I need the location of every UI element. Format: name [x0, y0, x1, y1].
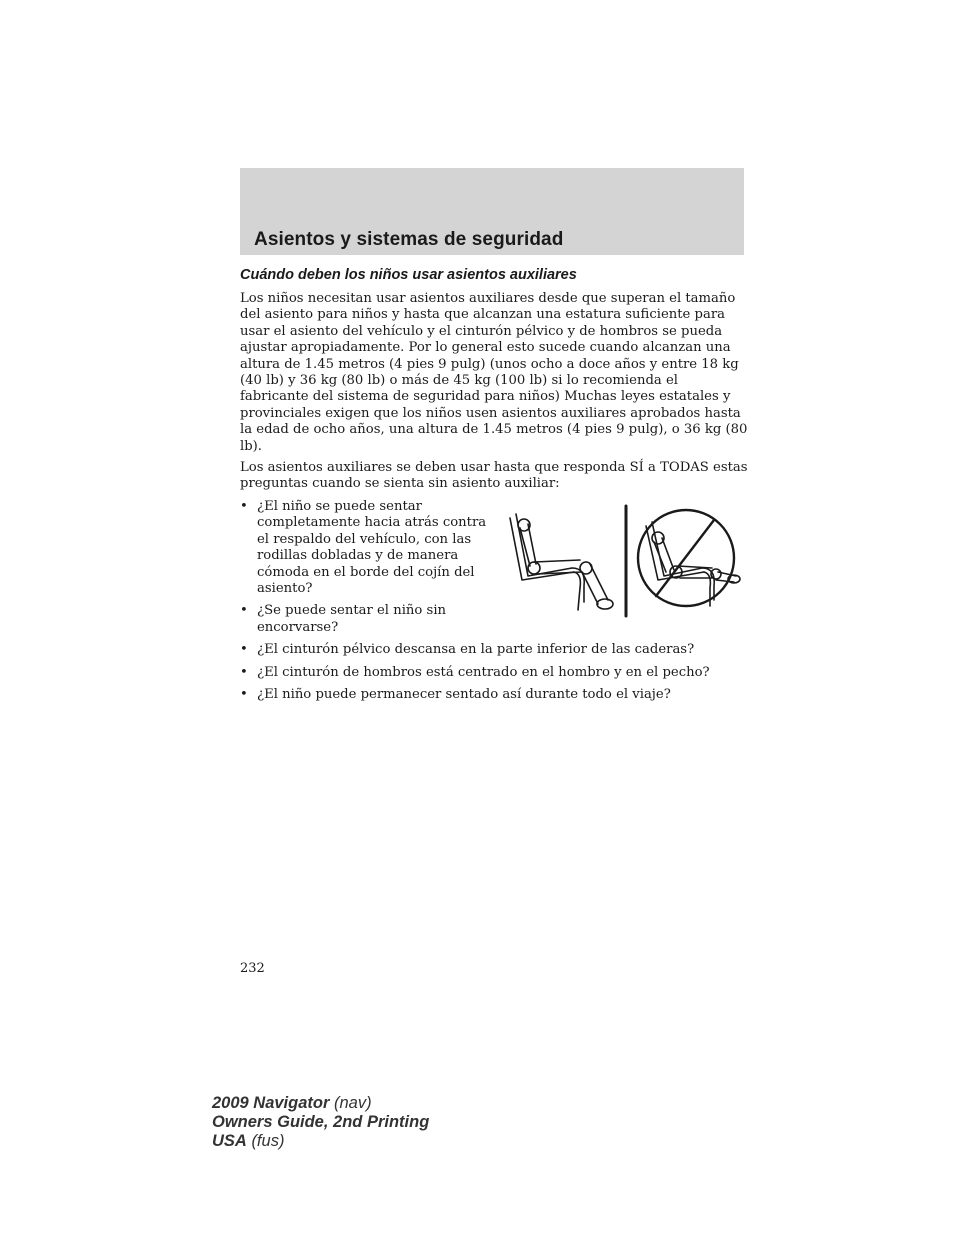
list-item-text: ¿El cinturón de hombros está centrado en el hombro y en el pecho?: [257, 664, 710, 680]
footer-line-region: [212, 1132, 429, 1151]
list-item-text: ¿Se puede sentar el niño sin encorvarse?: [257, 603, 447, 635]
correct-seating-figure: [510, 514, 613, 610]
footer-region: USA: [212, 1132, 247, 1150]
bullet-marker: •: [240, 603, 248, 619]
list-item-text: ¿El cinturón pélvico descansa en la parte inferior de las caderas?: [257, 642, 695, 658]
list-item-text: ¿El niño puede permanecer sentado así durante todo el viaje?: [257, 687, 671, 703]
booster-seat-illustration: [508, 502, 744, 618]
incorrect-seating-figure: [646, 522, 740, 606]
footer-line-edition: [212, 1113, 429, 1132]
bullet-marker: •: [240, 499, 248, 514]
page-number: 232: [240, 961, 265, 976]
footer-model-code: (nav): [334, 1094, 372, 1112]
bullet-marker: •: [240, 664, 248, 680]
footer-line-model: [212, 1094, 429, 1113]
questions-intro-paragraph: Los asientos auxiliares se deben usar hasta que responda SÍ a TODAS estas preguntas cuando se sienta sin asiento auxiliar:: [240, 460, 748, 492]
document-footer: [212, 1094, 429, 1151]
footer-model: 2009 Navigator: [212, 1094, 330, 1112]
list-item: [240, 642, 750, 658]
footer-region-code: (fus): [251, 1132, 285, 1150]
bullet-marker: •: [240, 687, 248, 703]
page-title: Asientos y sistemas de seguridad: [254, 229, 564, 250]
list-item: [240, 687, 750, 703]
bullet-marker: •: [240, 642, 248, 658]
list-item: [240, 665, 750, 681]
list-item-text: ¿El niño se puede sentar completamente hacia atrás contra el respaldo del vehículo, con las rodillas dobladas y de manera cómoda en el borde del cojín del asiento?: [257, 499, 487, 597]
section-title: Cuándo deben los niños usar asientos auxiliares: [240, 267, 577, 283]
footer-edition: Owners Guide, 2nd Printing: [212, 1113, 430, 1131]
intro-paragraph: Los niños necesitan usar asientos auxiliares desde que superan el tamaño del asiento para niños y hasta que alcanzan una estatura suficiente para usar el asiento del vehículo y el cinturón pélvico y de hombros se pueda ajustar apropiadamente. Por lo general esto sucede cuando alcanzan una altura de 1.45 metros (4 pies 9 pulg) (unos ocho a doce años y entre 18 kg (40 lb) y 36 kg (80 lb) o más de 45 kg (100 lb) si lo recomienda el fabricante del sistema de seguridad para niños) Muchas leyes estatales y provinciales exigen que los niños usen asientos auxiliares aprobados hasta la edad de ocho años, una altura de 1.45 metros (4 pies 9 pulg), o 36 kg (80 lb).: [240, 291, 748, 454]
header-band: [240, 168, 744, 255]
